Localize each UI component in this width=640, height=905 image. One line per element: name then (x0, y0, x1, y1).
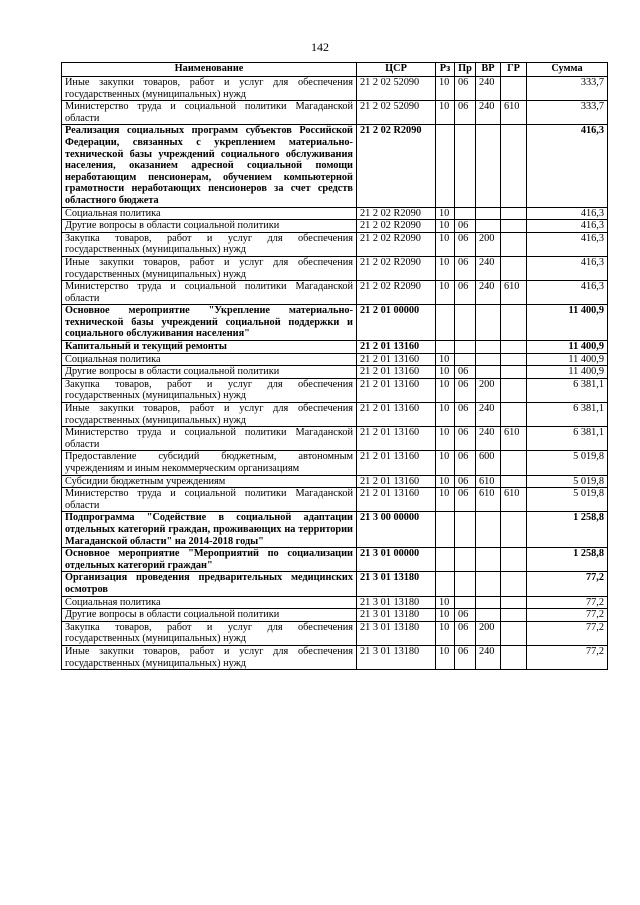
row-gr-cell (501, 366, 527, 379)
row-gr-cell: 610 (501, 427, 527, 451)
row-rz-cell: 10 (436, 451, 455, 475)
table-row (62, 596, 608, 609)
header-rz: Рз (436, 63, 455, 77)
row-rz-cell: 10 (436, 621, 455, 645)
row-name-cell: Реализация социальных программ субъектов Российской Федерации, связанных с укреплением материально-технической базы учреждений социального обслуживания населения, оказанием адресной социальной помощи неработающим пенсионерам, обучением компьютерной грамотности неработающих пенсионеров за счет средств областного бюджета (62, 125, 357, 207)
row-sum-cell: 1 258,8 (527, 548, 608, 572)
row-vr-cell (476, 366, 501, 379)
row-rz-cell: 10 (436, 427, 455, 451)
row-rz-cell: 10 (436, 609, 455, 622)
row-vr-cell: 200 (476, 232, 501, 256)
header-sum: Сумма (527, 63, 608, 77)
row-pr-cell: 06 (455, 475, 476, 488)
row-name-cell: Субсидии бюджетным учреждениям (62, 475, 357, 488)
row-sum-cell: 416,3 (527, 125, 608, 207)
table-row (62, 488, 608, 512)
row-rz-cell: 10 (436, 596, 455, 609)
row-pr-cell: 06 (455, 256, 476, 280)
row-name-cell: Предоставление субсидий бюджетным, автономным учреждениям и иным некоммерческим организациям (62, 451, 357, 475)
table-row (62, 427, 608, 451)
row-name-cell: Подпрограмма "Содействие в социальной адаптации отдельных категорий граждан, проживающих на территории Магаданской области" на 2014-2018 годы" (62, 512, 357, 548)
table-row (62, 512, 608, 548)
row-vr-cell (476, 207, 501, 220)
row-gr-cell (501, 596, 527, 609)
row-pr-cell (455, 596, 476, 609)
row-sum-cell: 6 381,1 (527, 427, 608, 451)
row-vr-cell: 610 (476, 488, 501, 512)
row-csr-cell: 21 2 02 R2090 (357, 220, 436, 233)
row-csr-cell: 21 3 01 13180 (357, 596, 436, 609)
row-rz-cell: 10 (436, 256, 455, 280)
row-sum-cell: 11 400,9 (527, 305, 608, 341)
row-csr-cell: 21 2 02 R2090 (357, 125, 436, 207)
row-rz-cell: 10 (436, 475, 455, 488)
row-rz-cell: 10 (436, 207, 455, 220)
row-vr-cell: 240 (476, 101, 501, 125)
row-name-cell: Иные закупки товаров, работ и услуг для обеспечения государственных (муниципальных) нужд (62, 77, 357, 101)
row-sum-cell: 416,3 (527, 207, 608, 220)
row-rz-cell (436, 125, 455, 207)
row-sum-cell: 11 400,9 (527, 341, 608, 354)
table-row (62, 281, 608, 305)
row-pr-cell: 06 (455, 101, 476, 125)
row-pr-cell: 06 (455, 378, 476, 402)
row-gr-cell (501, 512, 527, 548)
table-row (62, 77, 608, 101)
table-row (62, 353, 608, 366)
table-row (62, 645, 608, 669)
table-row (62, 232, 608, 256)
row-gr-cell (501, 451, 527, 475)
row-rz-cell (436, 572, 455, 596)
row-csr-cell: 21 2 01 13160 (357, 488, 436, 512)
row-name-cell: Другие вопросы в области социальной политики (62, 366, 357, 379)
table-row (62, 609, 608, 622)
row-csr-cell: 21 2 02 R2090 (357, 207, 436, 220)
row-pr-cell: 06 (455, 427, 476, 451)
row-rz-cell: 10 (436, 403, 455, 427)
row-gr-cell (501, 305, 527, 341)
row-pr-cell (455, 572, 476, 596)
row-pr-cell (455, 548, 476, 572)
row-csr-cell: 21 3 01 13180 (357, 645, 436, 669)
row-gr-cell (501, 256, 527, 280)
row-gr-cell (501, 475, 527, 488)
row-csr-cell: 21 2 01 00000 (357, 305, 436, 341)
row-vr-cell: 600 (476, 451, 501, 475)
table-row (62, 256, 608, 280)
row-vr-cell (476, 572, 501, 596)
row-sum-cell: 77,2 (527, 621, 608, 645)
row-name-cell: Организация проведения предварительных медицинских осмотров (62, 572, 357, 596)
table-row (62, 403, 608, 427)
table-row (62, 572, 608, 596)
row-rz-cell: 10 (436, 488, 455, 512)
row-pr-cell: 06 (455, 451, 476, 475)
row-sum-cell: 77,2 (527, 645, 608, 669)
row-sum-cell: 5 019,8 (527, 488, 608, 512)
row-csr-cell: 21 2 01 13160 (357, 475, 436, 488)
header-name: Наименование (62, 63, 357, 77)
row-gr-cell (501, 125, 527, 207)
row-rz-cell: 10 (436, 232, 455, 256)
row-gr-cell (501, 378, 527, 402)
row-sum-cell: 77,2 (527, 609, 608, 622)
row-csr-cell: 21 2 02 R2090 (357, 256, 436, 280)
row-pr-cell: 06 (455, 281, 476, 305)
row-rz-cell (436, 341, 455, 354)
row-sum-cell: 77,2 (527, 572, 608, 596)
row-sum-cell: 1 258,8 (527, 512, 608, 548)
row-name-cell: Иные закупки товаров, работ и услуг для обеспечения государственных (муниципальных) нужд (62, 645, 357, 669)
table-row (62, 341, 608, 354)
header-gr: ГР (501, 63, 527, 77)
row-pr-cell: 06 (455, 645, 476, 669)
row-csr-cell: 21 3 01 13180 (357, 609, 436, 622)
row-sum-cell: 416,3 (527, 256, 608, 280)
table-row (62, 125, 608, 207)
row-csr-cell: 21 3 01 13180 (357, 572, 436, 596)
row-pr-cell (455, 512, 476, 548)
row-vr-cell (476, 512, 501, 548)
row-sum-cell: 333,7 (527, 101, 608, 125)
row-vr-cell (476, 220, 501, 233)
row-csr-cell: 21 3 01 13180 (357, 621, 436, 645)
row-sum-cell: 416,3 (527, 232, 608, 256)
row-sum-cell: 11 400,9 (527, 366, 608, 379)
row-vr-cell (476, 353, 501, 366)
row-name-cell: Министерство труда и социальной политики Магаданской области (62, 281, 357, 305)
row-rz-cell: 10 (436, 101, 455, 125)
row-csr-cell: 21 3 01 00000 (357, 548, 436, 572)
header-pr: Пр (455, 63, 476, 77)
budget-table (61, 62, 608, 670)
row-gr-cell (501, 645, 527, 669)
row-rz-cell: 10 (436, 645, 455, 669)
table-row (62, 621, 608, 645)
table-body (62, 77, 608, 670)
row-sum-cell: 5 019,8 (527, 475, 608, 488)
row-name-cell: Социальная политика (62, 596, 357, 609)
table-row (62, 207, 608, 220)
table-row (62, 305, 608, 341)
row-rz-cell: 10 (436, 281, 455, 305)
row-gr-cell: 610 (501, 101, 527, 125)
row-name-cell: Капитальный и текущий ремонты (62, 341, 357, 354)
row-gr-cell (501, 220, 527, 233)
row-rz-cell (436, 305, 455, 341)
row-pr-cell (455, 125, 476, 207)
row-vr-cell (476, 341, 501, 354)
row-vr-cell: 610 (476, 475, 501, 488)
row-vr-cell: 200 (476, 378, 501, 402)
row-gr-cell (501, 207, 527, 220)
row-rz-cell: 10 (436, 220, 455, 233)
row-name-cell: Министерство труда и социальной политики Магаданской области (62, 427, 357, 451)
row-name-cell: Основное мероприятие "Мероприятий по социализации отдельных категорий граждан" (62, 548, 357, 572)
row-gr-cell (501, 548, 527, 572)
row-vr-cell (476, 125, 501, 207)
row-gr-cell (501, 572, 527, 596)
row-csr-cell: 21 2 01 13160 (357, 341, 436, 354)
row-vr-cell: 240 (476, 77, 501, 101)
row-pr-cell: 06 (455, 609, 476, 622)
row-csr-cell: 21 3 00 00000 (357, 512, 436, 548)
row-vr-cell (476, 305, 501, 341)
row-gr-cell (501, 232, 527, 256)
page-number: 142 (311, 40, 329, 54)
row-sum-cell: 6 381,1 (527, 403, 608, 427)
row-csr-cell: 21 2 01 13160 (357, 353, 436, 366)
row-sum-cell: 5 019,8 (527, 451, 608, 475)
row-pr-cell (455, 207, 476, 220)
row-rz-cell (436, 548, 455, 572)
table-row (62, 475, 608, 488)
row-rz-cell: 10 (436, 366, 455, 379)
row-sum-cell: 416,3 (527, 220, 608, 233)
row-gr-cell (501, 621, 527, 645)
row-sum-cell: 11 400,9 (527, 353, 608, 366)
row-csr-cell: 21 2 02 52090 (357, 101, 436, 125)
table-row (62, 548, 608, 572)
row-vr-cell (476, 609, 501, 622)
row-gr-cell: 610 (501, 281, 527, 305)
row-pr-cell: 06 (455, 220, 476, 233)
row-vr-cell: 240 (476, 281, 501, 305)
row-pr-cell (455, 353, 476, 366)
row-pr-cell: 06 (455, 621, 476, 645)
row-gr-cell (501, 403, 527, 427)
row-pr-cell (455, 341, 476, 354)
row-vr-cell: 240 (476, 427, 501, 451)
row-name-cell: Закупка товаров, работ и услуг для обеспечения государственных (муниципальных) нужд (62, 232, 357, 256)
row-csr-cell: 21 2 01 13160 (357, 378, 436, 402)
row-gr-cell: 610 (501, 488, 527, 512)
table-row (62, 220, 608, 233)
row-gr-cell (501, 353, 527, 366)
table-row (62, 451, 608, 475)
row-rz-cell: 10 (436, 353, 455, 366)
table-row (62, 378, 608, 402)
row-sum-cell: 416,3 (527, 281, 608, 305)
row-vr-cell: 200 (476, 621, 501, 645)
row-rz-cell (436, 512, 455, 548)
row-name-cell: Иные закупки товаров, работ и услуг для обеспечения государственных (муниципальных) нужд (62, 256, 357, 280)
row-pr-cell: 06 (455, 488, 476, 512)
row-gr-cell (501, 77, 527, 101)
header-vr: ВР (476, 63, 501, 77)
row-pr-cell (455, 305, 476, 341)
row-csr-cell: 21 2 02 52090 (357, 77, 436, 101)
table-row (62, 366, 608, 379)
row-vr-cell (476, 596, 501, 609)
row-csr-cell: 21 2 01 13160 (357, 403, 436, 427)
row-name-cell: Другие вопросы в области социальной политики (62, 609, 357, 622)
row-vr-cell: 240 (476, 403, 501, 427)
row-name-cell: Социальная политика (62, 353, 357, 366)
row-vr-cell: 240 (476, 645, 501, 669)
row-pr-cell: 06 (455, 232, 476, 256)
table-row (62, 101, 608, 125)
row-pr-cell: 06 (455, 77, 476, 101)
row-csr-cell: 21 2 01 13160 (357, 366, 436, 379)
row-name-cell: Закупка товаров, работ и услуг для обеспечения государственных (муниципальных) нужд (62, 378, 357, 402)
row-csr-cell: 21 2 01 13160 (357, 451, 436, 475)
row-pr-cell: 06 (455, 403, 476, 427)
row-rz-cell: 10 (436, 77, 455, 101)
row-name-cell: Другие вопросы в области социальной политики (62, 220, 357, 233)
row-vr-cell (476, 548, 501, 572)
row-gr-cell (501, 341, 527, 354)
row-pr-cell: 06 (455, 366, 476, 379)
row-csr-cell: 21 2 02 R2090 (357, 232, 436, 256)
row-vr-cell: 240 (476, 256, 501, 280)
row-csr-cell: 21 2 01 13160 (357, 427, 436, 451)
row-name-cell: Иные закупки товаров, работ и услуг для обеспечения государственных (муниципальных) нужд (62, 403, 357, 427)
row-name-cell: Министерство труда и социальной политики Магаданской области (62, 101, 357, 125)
row-name-cell: Социальная политика (62, 207, 357, 220)
table-header-row (62, 63, 608, 77)
row-rz-cell: 10 (436, 378, 455, 402)
row-csr-cell: 21 2 02 R2090 (357, 281, 436, 305)
row-sum-cell: 6 381,1 (527, 378, 608, 402)
row-sum-cell: 333,7 (527, 77, 608, 101)
row-gr-cell (501, 609, 527, 622)
row-name-cell: Закупка товаров, работ и услуг для обеспечения государственных (муниципальных) нужд (62, 621, 357, 645)
row-name-cell: Министерство труда и социальной политики Магаданской области (62, 488, 357, 512)
row-name-cell: Основное мероприятие "Укрепление материально-технической базы учреждений социальной поддержки и социального обслуживания населения" (62, 305, 357, 341)
row-sum-cell: 77,2 (527, 596, 608, 609)
header-csr: ЦСР (357, 63, 436, 77)
